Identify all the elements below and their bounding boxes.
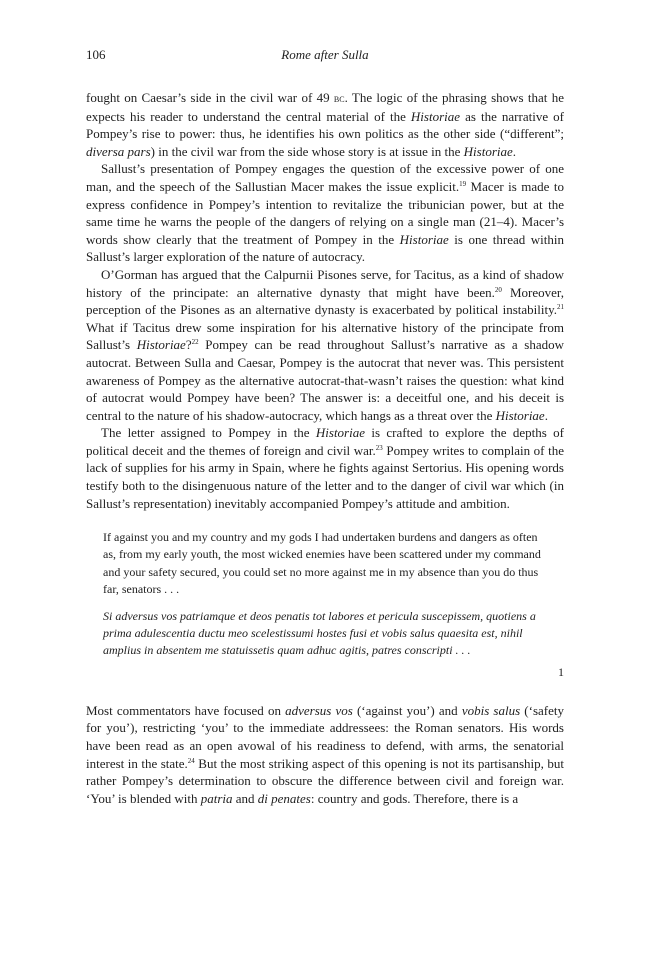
paragraph-4: The letter assigned to Pompey in the Historiae is crafted to explore the depths of political deceit and the themes of foreign and civil war.$^{23}$ Pompey writes to complain of the lack of supplies for his army in Spain, where he fights against Sertorius. His opening words testify both to the disingenuous nature of the letter and to the danger of civil war which (in Sallust’s representation) inevitably accompanied Pompey’s attitude and ambition. (86, 425, 564, 511)
running-head: Rome after Sulla (281, 47, 369, 62)
quote-english: If against you and my country and my gods I had undertaken burdens and dangers as often as, from my early youth, the most wicked enemies have been scattered under my command and your safety secured, you could set no more against me in my absence than you do thus far, senators . . . (103, 530, 541, 596)
paragraph-1: fought on Caesar’s side in the civil war of 49 bc. The logic of the phrasing shows that he expects his reader to understand the central material of the Historiae as the narrative of Pompey’s rise to power: thus, he identifies his own politics as the other side (“different”; diversa pars) in the civil war from the side whose story is at issue in the Historiae. (86, 90, 564, 159)
paragraph-2: Sallust’s presentation of Pompey engages the question of the excessive power of one man, and the speech of the Sallustian Macer makes the issue explicit.$^{19}$ Macer is made to express confidence in Pompey’s intention to revitalize the tribunician power, but at the same time he warns the people of the dangers of relying on a single man (21–4). Macer’s words show clearly that the treatment of Pompey in the Historiae is one thread within Sallust’s larger exploration of the nature of autocracy. (86, 161, 564, 265)
body-text (86, 89, 564, 807)
footnote-marker: 23 (375, 443, 383, 452)
quote-latin: Si adversus vos patriamque et deos penatis tot labores et pericula suscepissem, quotiens a prima adulescentia ductu meo scelestissumi hostes fusi et vobis salus quaesita est, nihil amplius in absentem me statuissetis quam adhuc agitis, patres conscripti . . . (103, 609, 536, 658)
footnote-marker: 20 (494, 285, 502, 294)
paragraph-3: O’Gorman has argued that the Calpurnii Pisones serve, for Tacitus, as a kind of shadow history of the principate: an alternative dynasty that might have been.$^{20}$ Moreover, perception of the Pisones as an alternative dynasty is exacerbated by political instability.$^{21}$ What if Tacitus drew some inspiration for his alternative history of the principate from Sallust’s Historiae?$^{22}$ Pompey can be read throughout Sallust’s narrative as a shadow autocrat. Between Sulla and Caesar, Pompey is the autocrat that never was. This persistent awareness of Pompey as the alternative autocrat-that-wasn’t raises the question: what kind of autocrat would Pompey have been? The answer is: a deceitful one, and his deceit is central to the nature of his shadow-autocracy, which hangs as a threat over the Historiae. (86, 266, 564, 423)
paragraph-5: Most commentators have focused on adversus vos (‘against you’) and vobis salus (‘safety for you’), restricting ‘you’ to the immediate addressees: the Roman senators. His words have been read as an open avowal of his readiness to defend, with arms, the senatorial interest in the state.$^{24}$ But the most striking aspect of this opening is not its partisanship, but rather Pompey’s determination to obscure the difference between civil and foreign war. ‘You’ is blended with patria and di penates: country and gods. Therefore, there is a (86, 702, 565, 806)
era-abbreviation: bc (333, 91, 345, 105)
block-quotation (86, 529, 564, 681)
footnote-marker: 22 (191, 338, 199, 347)
page-header (86, 47, 564, 67)
footnote-marker: 24 (187, 756, 195, 765)
page-number: 106 (86, 47, 106, 62)
footnote-marker: 21 (557, 303, 564, 312)
quote-reference: 1 (558, 664, 564, 679)
footnote-marker: 19 (459, 179, 467, 188)
